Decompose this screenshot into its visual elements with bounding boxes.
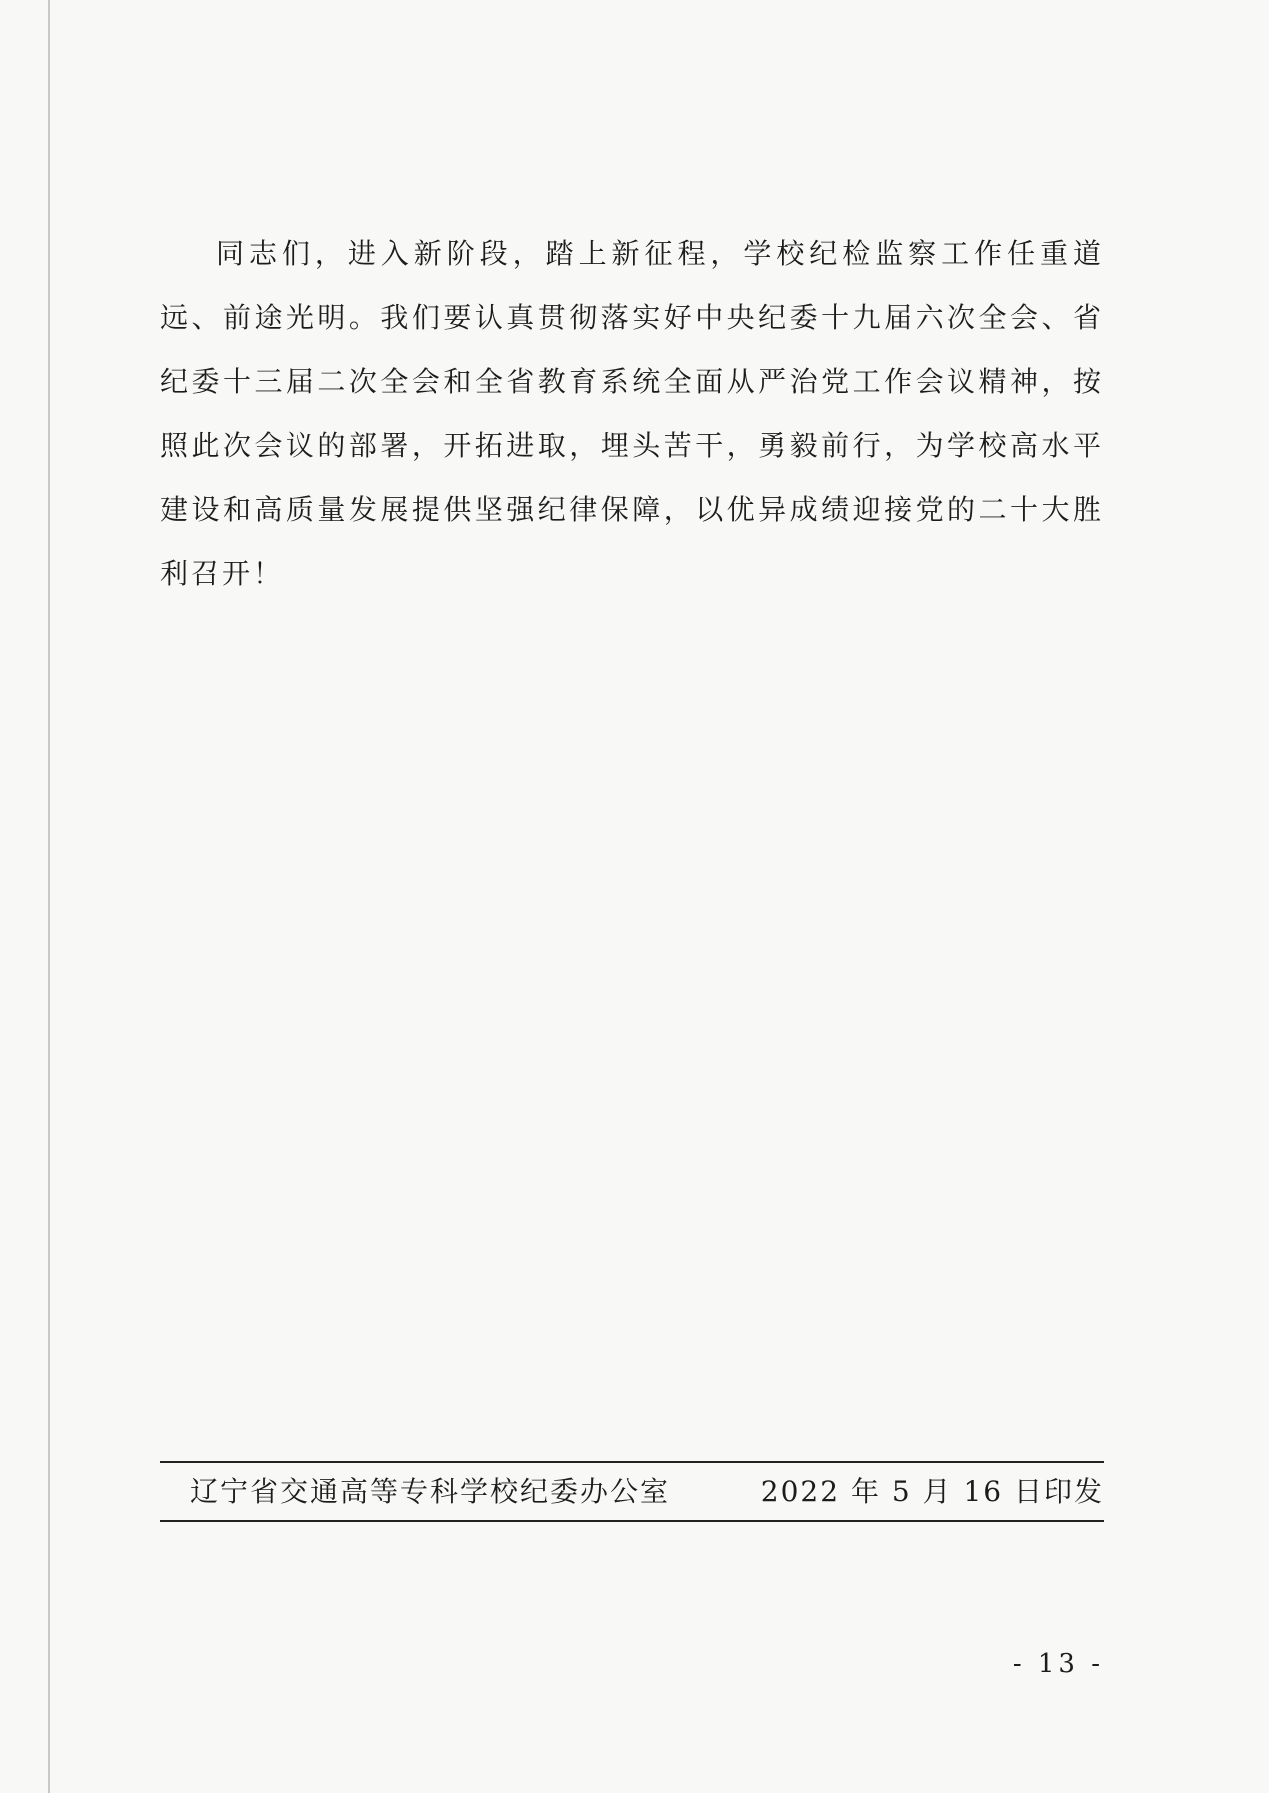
issuance-footer [160, 1468, 1104, 1516]
page-binding-edge [48, 0, 50, 1793]
closing-paragraph: 同志们，进入新阶段，踏上新征程，学校纪检监察工作任重道远、前途光明。我们要认真贯彻落实好中央纪委十九届六次全会、省纪委十三届二次全会和全省教育系统全面从严治党工作会议精神，按照此次会议的部署，开拓进取，埋头苦干，勇毅前行，为学校高水平建设和高质量发展提供坚强纪律保障，以优异成绩迎接党的二十大胜利召开！ [160, 237, 1104, 590]
footer-top-rule [160, 1461, 1104, 1463]
page-number: - 13 - [1012, 1649, 1104, 1679]
issue-date: 2022 年 5 月 16 日印发 [760, 1475, 1104, 1508]
issuing-office: 辽宁省交通高等专科学校纪委办公室 [190, 1475, 671, 1508]
footer-bottom-rule [160, 1520, 1104, 1522]
